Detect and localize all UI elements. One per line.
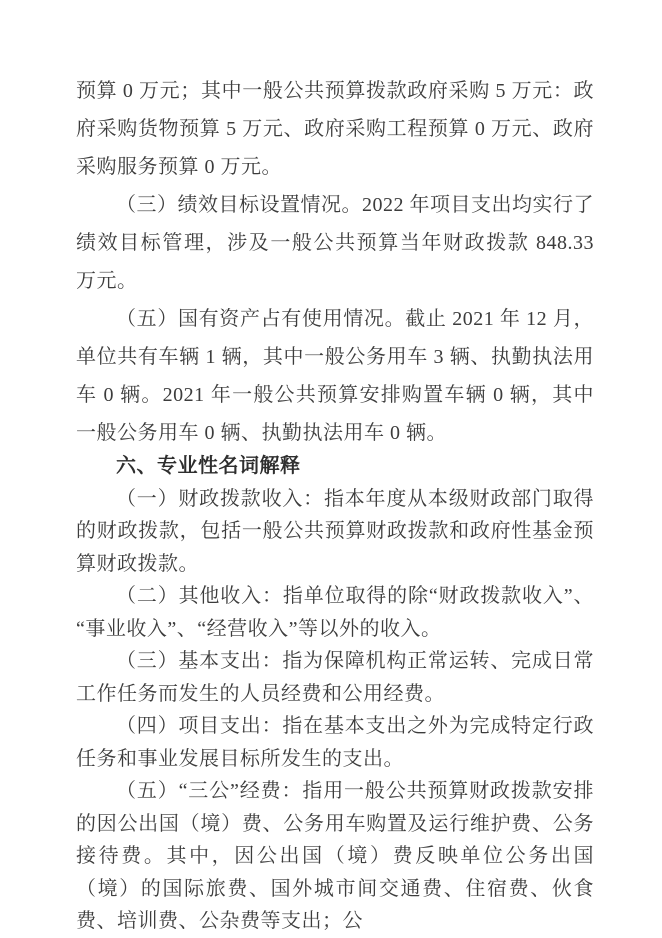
section-heading-terminology: 六、专业性名词解释 — [116, 455, 301, 477]
paragraph-term-project-expenditure: （四）项目支出：指在基本支出之外为完成特定行政任务和事业发展目标所发生的支出。 — [76, 715, 594, 770]
paragraph-state-assets-usage: （五）国有资产占有使用情况。截止 2021 年 12 月，单位共有车辆 1 辆，其中一般公务用车 3 辆、执勤执法用车 0 辆。2021 年一般公共预算安排购置车辆 0 辆，其中一般公务用车 0 辆、执勤执法用车 0 辆。 — [76, 308, 594, 444]
paragraph-term-other-income: （二）其他收入：指单位取得的除“财政拨款收入”、“事业收入”、“经营收入”等以外的收入。 — [76, 585, 594, 640]
document-body — [76, 72, 594, 938]
paragraph-term-fiscal-appropriation-income: （一）财政拨款收入：指本年度从本级财政部门取得的财政拨款，包括一般公共预算财政拨款和政府性基金预算财政拨款。 — [76, 487, 594, 575]
paragraph-procurement-continuation: 预算 0 万元；其中一般公共预算拨款政府采购 5 万元：政府采购货物预算 5 万元、政府采购工程预算 0 万元、政府采购服务预算 0 万元。 — [76, 80, 594, 178]
paragraph-term-basic-expenditure: （三）基本支出：指为保障机构正常运转、完成日常工作任务而发生的人员经费和公用经费。 — [76, 650, 594, 705]
paragraph-performance-target: （三）绩效目标设置情况。2022 年项目支出均实行了绩效目标管理，涉及一般公共预算当年财政拨款 848.33 万元。 — [76, 194, 594, 292]
paragraph-term-three-public-funds: （五）“三公”经费：指用一般公共预算财政拨款安排的因公出国（境）费、公务用车购置及运行维护费、公务接待费。其中，因公出国（境）费反映单位公务出国（境）的国际旅费、国外城市间交通费、住宿费、伙食费、培训费、公杂费等支出；公 — [76, 780, 594, 932]
